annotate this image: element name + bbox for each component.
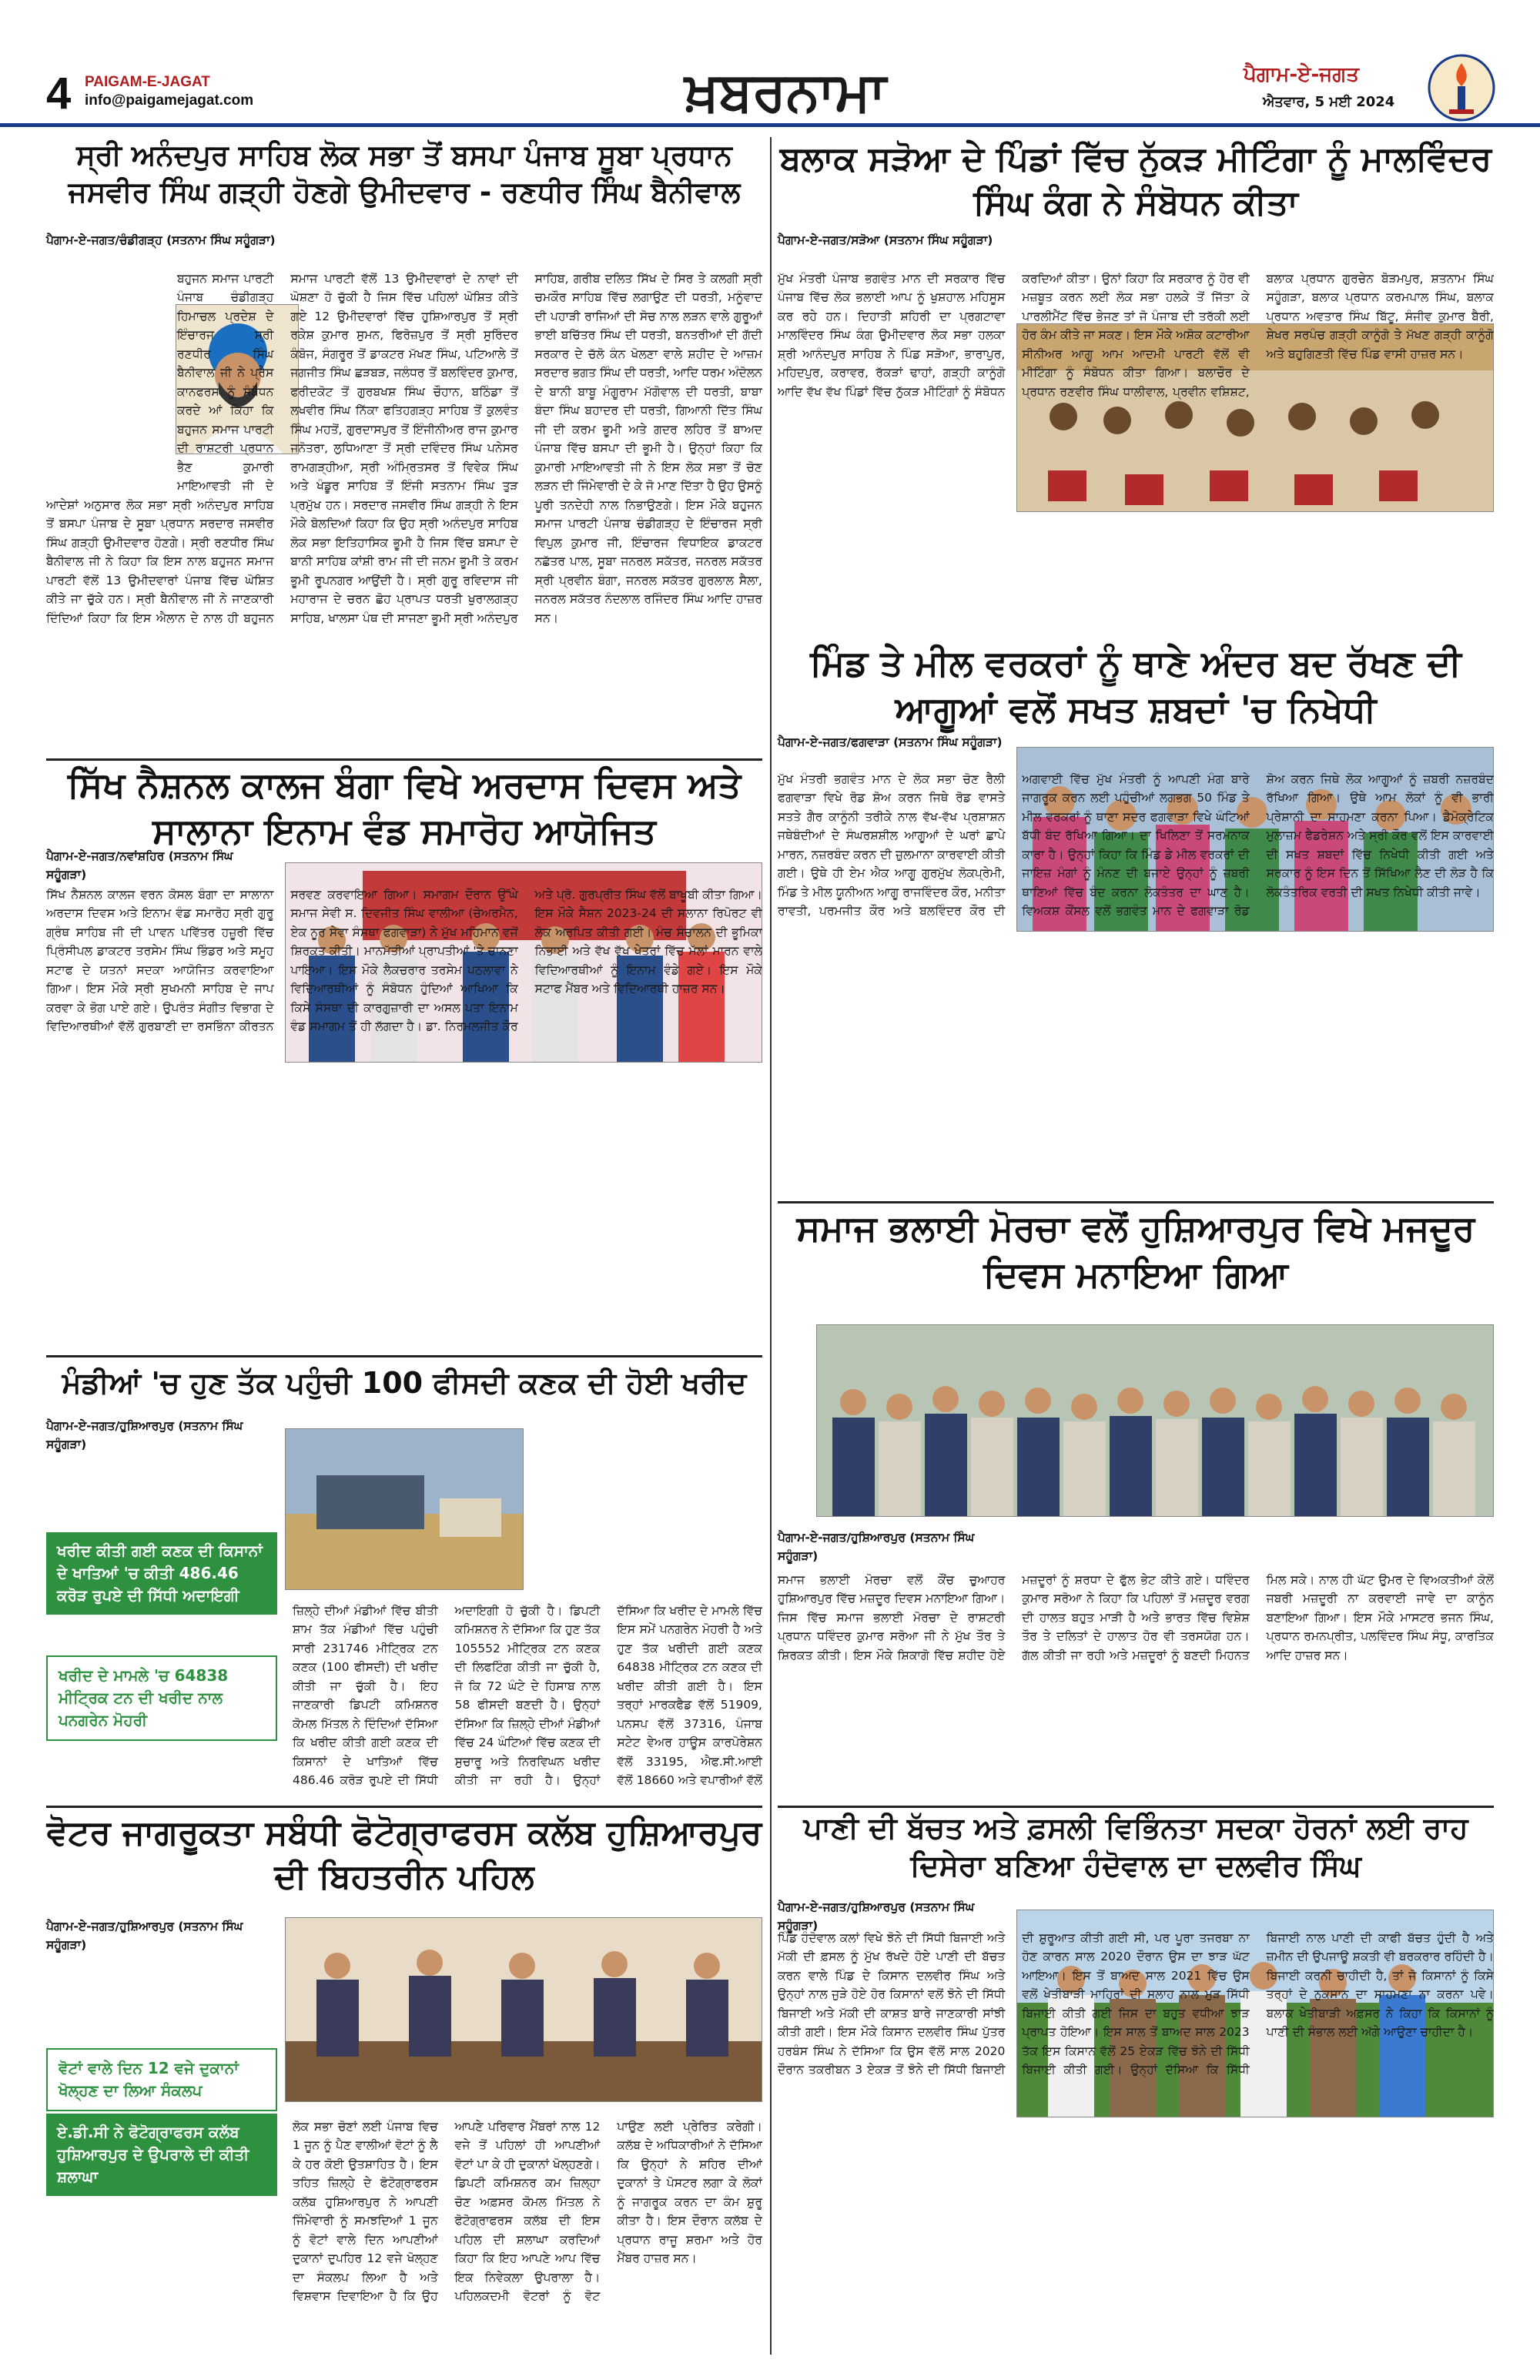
mandi-dateline: ਪੈਗਾਮ-ਏ-ਜਗਤ/ਹੁਸ਼ਿਆਰਪੁਰ (ਸਤਨਾਮ ਸਿੰਘ ਸਹੂੰਗੜਾ) <box>46 1419 243 1452</box>
divider <box>778 1201 1494 1203</box>
bsp-body <box>46 269 762 762</box>
bsp-dateline: ਪੈਗਾਮ-ਏ-ਜਗਤ/ਚੰਡੀਗੜ੍ਹ (ਸਤਨਾਮ ਸਿੰਘ ਸਹੂੰਗੜਾ) <box>46 233 276 247</box>
bsp-photo-space <box>46 300 177 485</box>
paper-name: PAIGAM-E-JAGAT <box>85 74 210 90</box>
voter-body-text: ਲੋਕ ਸਭਾ ਚੋਣਾਂ ਲਈ ਪੰਜਾਬ ਵਿਚ 1 ਜੂਨ ਨੂੰ ਪੈਣ ਵਾਲੀਆਂ ਵੋਟਾਂ ਨੂੰ ਲੈ ਕੇ ਹਰ ਕੋਈ ਉਤਸ਼ਾਹਿਤ ਹੈ। ਇਸ ਤਹਿਤ ਜ਼ਿਲ੍ਹੇ ਦੇ ਫੋਟੋਗ੍ਰਾਫਰਸ ਕਲੱਬ ਹੁਸ਼ਿਆਰਪੁਰ ਨੇ ਆਪਣੀ ਜਿੰਮੇਵਾਰੀ ਨੂੰ ਸਮਝਦਿਆਂ 1 ਜੂਨ ਨੂੰ ਵੋਟਾਂ ਵਾਲੇ ਦਿਨ ਆਪਣੀਆਂ ਦੁਕਾਨਾਂ ਦੁਪਹਿਰ 12 ਵਜੇ ਖੋਲ੍ਹਣ ਦਾ ਸੰਕਲਪ ਲਿਆ ਹੈ ਅਤੇ ਵਿਸ਼ਵਾਸ ਦਿਵਾਇਆ ਹੈ ਕਿ ਉਹ ਆਪਣੇ ਪਰਿਵਾਰ ਮੈਂਬਰਾਂ ਨਾਲ 12 ਵਜੇ ਤੋਂ ਪਹਿਲਾਂ ਹੀ ਆਪਣੀਆਂ ਵੋਟਾਂ ਪਾ ਕੇ ਹੀ ਦੁਕਾਨਾਂ ਖੋਲ੍ਹਣਗੇ। ਡਿਪਟੀ ਕਮਿਸ਼ਨਰ ਕਮ ਜ਼ਿਲ੍ਹਾ ਚੋਣ ਅਫ਼ਸਰ ਕੋਮਲ ਮਿੱਤਲ ਨੇ ਫੋਟੋਗ੍ਰਾਫਰਸ ਕਲੱਬ ਦੀ ਇਸ ਪਹਿਲ ਦੀ ਸ਼ਲਾਘਾ ਕਰਦਿਆਂ ਕਿਹਾ ਕਿ ਇਹ ਆਪਣੇ ਆਪ ਵਿੱਚ ਇਕ ਨਿਵੇਕਲਾ ਉਪਰਾਲਾ ਹੈ। ਪਹਿਲਕਦਮੀ ਵੋਟਰਾਂ ਨੂੰ ਵੋਟ ਪਾਉਣ ਲਈ ਪ੍ਰੇਰਿਤ ਕਰੇਗੀ। ਕਲੱਬ ਦੇ ਅਧਿਕਾਰੀਆਂ ਨੇ ਦੱਸਿਆ ਕਿ ਉਨ੍ਹਾਂ ਨੇ ਸ਼ਹਿਰ ਦੀਆਂ ਦੁਕਾਨਾਂ ਤੇ ਪੋਸਟਰ ਲਗਾ ਕੇ ਲੋਕਾਂ ਨੂੰ ਜਾਗਰੂਕ ਕਰਨ ਦਾ ਕੰਮ ਸ਼ੁਰੂ ਕੀਤਾ ਹੈ। ਇਸ ਦੌਰਾਨ ਕਲੱਬ ਦੇ ਪ੍ਰਧਾਨ ਰਾਜੂ ਸ਼ਰਮਾ ਅਤੇ ਹੋਰ ਮੈਂਬਰ ਹਾਜ਼ਰ ਸਨ। <box>293 2120 762 2304</box>
mandi-body-lead <box>46 1448 277 1525</box>
sikh-dateline: ਪੈਗਾਮ-ਏ-ਜਗਤ/ਨਵਾਂਸ਼ਹਿਰ (ਸਤਨਾਮ ਸਿੰਘ ਸਹੂੰਗੜਾ) <box>46 849 233 882</box>
section-title: ਖ਼ਬਰਨਾਮਾ <box>685 60 886 123</box>
samaj-headline: ਸਮਾਜ ਭਲਾਈ ਮੋਰਚਾ ਵਲੋਂ ਹੁਸ਼ਿਆਰਪੁਰ ਵਿਖੇ ਮਜਦੂਰ ਦਿਵਸ ਮਨਾਇਆ ਗਿਆ <box>796 1207 1475 1295</box>
torch-logo-icon <box>1426 52 1497 123</box>
mandi-body-text: ਜ਼ਿਲ੍ਹੇ ਦੀਆਂ ਮੰਡੀਆਂ ਵਿੱਚ ਬੀਤੀ ਸ਼ਾਮ ਤੱਕ ਮੰਡੀਆਂ ਵਿੱਚ ਪਹੁੰਚੀ ਸਾਰੀ 231746 ਮੀਟ੍ਰਿਕ ਟਨ ਕਣਕ (100 ਫੀਸਦੀ) ਦੀ ਖਰੀਦ ਕੀਤੀ ਜਾ ਚੁੱਕੀ ਹੈ। ਇਹ ਜਾਣਕਾਰੀ ਡਿਪਟੀ ਕਮਿਸ਼ਨਰ ਕੋਮਲ ਮਿੱਤਲ ਨੇ ਦਿੰਦਿਆਂ ਦੱਸਿਆ ਕਿ ਖਰੀਦ ਕੀਤੀ ਗਈ ਕਣਕ ਦੀ ਕਿਸਾਨਾਂ ਦੇ ਖਾਤਿਆਂ ਵਿੱਚ 486.46 ਕਰੋੜ ਰੁਪਏ ਦੀ ਸਿੱਧੀ ਅਦਾਇਗੀ ਹੋ ਚੁੱਕੀ ਹੈ। ਡਿਪਟੀ ਕਮਿਸ਼ਨਰ ਨੇ ਦੱਸਿਆ ਕਿ ਹੁਣ ਤੱਕ 105552 ਮੀਟ੍ਰਿਕ ਟਨ ਕਣਕ ਦੀ ਲਿਫਟਿੰਗ ਕੀਤੀ ਜਾ ਚੁੱਕੀ ਹੈ, ਜੋ ਕਿ 72 ਘੰਟੇ ਦੇ ਹਿਸਾਬ ਨਾਲ 58 ਫੀਸਦੀ ਬਣਦੀ ਹੈ। ਉਨ੍ਹਾਂ ਦੱਸਿਆ ਕਿ ਜ਼ਿਲ੍ਹੇ ਦੀਆਂ ਮੰਡੀਆਂ ਵਿੱਚ 24 ਘੰਟਿਆਂ ਵਿੱਚ ਕਣਕ ਦੀ ਸੁਚਾਰੂ ਅਤੇ ਨਿਰਵਿਘਨ ਖਰੀਦ ਕੀਤੀ ਜਾ ਰਹੀ ਹੈ। ਉਨ੍ਹਾਂ ਦੱਸਿਆ ਕਿ ਖਰੀਦ ਦੇ ਮਾਮਲੇ ਵਿੱਚ ਇਸ ਸਮੇਂ ਪਨਗਰੇਨ ਮੋਹਰੀ ਹੈ ਅਤੇ ਹੁਣ ਤੱਕ ਖਰੀਦੀ ਗਈ ਕਣਕ 64838 ਮੀਟ੍ਰਿਕ ਟਨ ਕਣਕ ਦੀ ਖਰੀਦ ਕੀਤੀ ਗਈ ਹੈ। ਇਸ ਤਰ੍ਹਾਂ ਮਾਰਕਫੈਡ ਵੱਲੋਂ 51909, ਪਨਸਪ ਵੱਲੋਂ 37316, ਪੰਜਾਬ ਸਟੇਟ ਵੇਅਰ ਹਾਊਸ ਕਾਰਪੋਰੇਸ਼ਨ ਵੱਲੋਂ 33195, ਐਫ.ਸੀ.ਆਈ ਵੱਲੋਂ 18660 ਅਤੇ ਵਪਾਰੀਆਂ ਵੱਲੋਂ <box>293 1604 762 1788</box>
mandi-highlight-2: ਖਰੀਦ ਦੇ ਮਾਮਲੇ 'ਚ 64838 ਮੀਟ੍ਰਿਕ ਟਨ ਦੀ ਖਰੀਦ ਨਾਲ ਪਨਗਰੇਨ ਮੋਹਰੀ <box>46 1655 277 1741</box>
club-meeting-photo <box>285 1917 762 2102</box>
samaj-dateline: ਪੈਗਾਮ-ਏ-ਜਗਤ/ਹੁਸ਼ਿਆਰਪੁਰ (ਸਤਨਾਮ ਸਿੰਘ ਸਹੂੰਗੜਾ) <box>778 1531 975 1564</box>
divider <box>778 1806 1494 1808</box>
pani-headline: ਪਾਣੀ ਦੀ ਬੱਚਤ ਅਤੇ ਫ਼ਸਲੀ ਵਿਭਿੰਨਤਾ ਸਦਕਾ ਹੋਰਨਾਂ ਲਈ ਰਾਹ ਦਿਸੇਰਾ ਬਣਿਆ ਹੰਦੋਵਾਲ ਦਾ ਦਲਵੀਰ ਸਿੰਘ <box>803 1811 1468 1883</box>
voter-highlight-2: ਏ.ਡੀ.ਸੀ ਨੇ ਫੋਟੋਗ੍ਰਾਫਰਸ ਕਲੱਬ ਹੁਸ਼ਿਆਰਪੁਰ ਦੇ ਉਪਰਾਲੇ ਦੀ ਕੀਤੀ ਸ਼ਲਾਘਾ <box>46 2114 277 2196</box>
voter-headline: ਵੋਟਰ ਜਾਗਰੂਕਤਾ ਸਬੰਧੀ ਫੋਟੋਗ੍ਰਾਫਰਸ ਕਲੱਬ ਹੁਸ਼ਿਆਰਪੁਰ ਦੀ ਬਿਹਤਰੀਨ ਪਹਿਲ <box>46 1813 762 1897</box>
brand-name: ਪੈਗਾਮ-ਏ-ਜਗਤ <box>1244 63 1359 86</box>
mandi-body <box>46 1602 762 1802</box>
divider <box>46 758 762 761</box>
issue-date: ਐਤਵਾਰ, 5 ਮਈ 2024 <box>1263 94 1395 110</box>
sikh-headline: ਸਿੱਖ ਨੈਸ਼ਨਲ ਕਾਲਜ ਬੰਗਾ ਵਿਖੇ ਅਰਦਾਸ ਦਿਵਸ ਅਤੇ ਸਾਲਾਨਾ ਇਨਾਮ ਵੰਡ ਸਮਾਰੋਹ ਆਯੋਜਿਤ <box>67 764 742 852</box>
email-link[interactable]: info@paigamejagat.com <box>85 92 254 109</box>
samaj-body-text: ਸਮਾਜ ਭਲਾਈ ਮੋਰਚਾ ਵਲੋਂ ਕੌਂਚ ਚੁਆਹਰ ਹੁਸ਼ਿਆਰਪੁਰ ਵਿੱਚ ਮਜ਼ਦੂਰ ਦਿਵਸ ਮਨਾਇਆ ਗਿਆ। ਜਿਸ ਵਿੱਚ ਸਮਾਜ ਭਲਾਈ ਮੋਰਚਾ ਦੇ ਰਾਸ਼ਟਰੀ ਪ੍ਰਧਾਨ ਧਵਿੰਦਰ ਕੁਮਾਰ ਸਰੋਆ ਜੀ ਨੇ ਮੁੱਖ ਤੌਰ ਤੇ ਸ਼ਿਰਕਤ ਕੀਤੀ। ਇਸ ਮੌਕੇ ਸ਼ਿਕਾਗੋ ਵਿੱਚ ਸ਼ਹੀਦ ਹੋਏ ਮਜ਼ਦੂਰਾਂ ਨੂੰ ਸ਼ਰਧਾ ਦੇ ਫੁੱਲ ਭੇਟ ਕੀਤੇ ਗਏ। ਧਵਿੰਦਰ ਕੁਮਾਰ ਸਰੋਆ ਨੇ ਕਿਹਾ ਕਿ ਪਹਿਲਾਂ ਤੋਂ ਮਜ਼ਦੂਰ ਵਰਗ ਦੀ ਹਾਲਤ ਬਹੁਤ ਮਾੜੀ ਹੈ ਅਤੇ ਭਾਰਤ ਵਿੱਚ ਵਿਸ਼ੇਸ਼ ਤੌਰ ਤੇ ਦਲਿਤਾਂ ਦੇ ਹਾਲਾਤ ਹੋਰ ਵੀ ਤਰਸਯੋਗ ਹਨ। ਗੱਲ ਕੀਤੀ ਜਾ ਰਹੀ ਅਤੇ ਮਜ਼ਦੂਰਾਂ ਨੂੰ ਬਣਦੀ ਮਿਹਨਤ ਮਿਲ ਸਕੇ। ਨਾਲ ਹੀ ਘੱਟ ਉਮਰ ਦੇ ਵਿਅਕਤੀਆਂ ਕੋਲੋਂ ਜਬਰੀ ਮਜ਼ਦੂਰੀ ਨਾ ਕਰਵਾਈ ਜਾਵੇ ਦਾ ਕਾਨੂੰਨ ਬਣਾਇਆ ਗਿਆ। ਇਸ ਮੌਕੇ ਮਾਸਟਰ ਭਜਨ ਸਿੰਘ, ਪ੍ਰਧਾਨ ਰਮਨਪ੍ਰੀਤ, ਪਲਵਿੰਦਰ ਸਿੰਘ ਸੰਧੂ, ਕਾਰਤਿਕ ਆਦਿ ਹਾਜ਼ਰ ਸਨ। <box>778 1573 1494 1662</box>
voter-body <box>46 2117 762 2360</box>
bsp-body-text: ਬਹੁਜਨ ਸਮਾਜ ਪਾਰਟੀ ਪੰਜਾਬ ਚੰਡੀਗੜ੍ਹ ਹਿਮਾਚਲ ਪ੍ਰਦੇਸ਼ ਦੇ ਇੰਚਾਰਜ ਸ੍ਰੀ ਰਣਧੀਰ ਸਿੰਘ ਬੈਨੀਵਾਲ ਜੀ ਨੇ ਪ੍ਰੈਸ ਕਾਨਫਰਸ ਨੂੰ ਸੰਬੋਧਨ ਕਰਦੇ ਆਂ ਕਿਹਾ ਕਿ ਬਹੁਜਨ ਸਮਾਜ ਪਾਰਟੀ ਦੀ ਰਾਸ਼ਟਰੀ ਪ੍ਰਧਾਨ ਭੈਣ ਕੁਮਾਰੀ ਮਾਇਆਵਤੀ ਜੀ ਦੇ ਆਦੇਸ਼ਾਂ ਅਨੁਸਾਰ ਲੋਕ ਸਭਾ ਸ੍ਰੀ ਅਨੰਦਪੁਰ ਸਾਹਿਬ ਤੋਂ ਬਸਪਾ ਪੰਜਾਬ ਦੇ ਸੂਬਾ ਪ੍ਰਧਾਨ ਸਰਦਾਰ ਜਸਵੀਰ ਸਿੰਘ ਗੜ੍ਹੀ ਉਮੀਦਵਾਰ ਹੋਣਗੇ। ਸ੍ਰੀ ਰਣਧੀਰ ਸਿੰਘ ਬੈਨੀਵਾਲ ਜੀ ਨੇ ਕਿਹਾ ਕਿ ਇਸ ਨਾਲ ਬਹੁਜਨ ਸਮਾਜ ਪਾਰਟੀ ਵੱਲੋਂ 13 ਉਮੀਦਵਾਰਾਂ ਪੰਜਾਬ ਵਿੱਚ ਘੋਸ਼ਿਤ ਕੀਤੇ ਜਾ ਚੁੱਕੇ ਹਨ। ਸ੍ਰੀ ਬੈਨੀਵਾਲ ਜੀ ਨੇ ਜਾਣਕਾਰੀ ਦਿੰਦਿਆਂ ਕਿਹਾ ਕਿ ਇਸ ਐਲਾਨ ਦੇ ਨਾਲ ਹੀ ਬਹੁਜਨ ਸਮਾਜ ਪਾਰਟੀ ਵੱਲੋਂ 13 ਉਮੀਦਵਾਰਾਂ ਦੇ ਨਾਵਾਂ ਦੀ ਘੋਸ਼ਣਾ ਹੋ ਚੁੱਕੀ ਹੈ ਜਿਸ ਵਿੱਚ ਪਹਿਲਾਂ ਘੋਸ਼ਿਤ ਕੀਤੇ ਗਏ 12 ਉਮੀਦਵਾਰਾਂ ਵਿੱਚ ਹੁਸ਼ਿਆਰਪੁਰ ਤੋਂ ਸ੍ਰੀ ਰਕੇਸ਼ ਕੁਮਾਰ ਸੁਮਨ, ਫਿਰੋਜ਼ਪੁਰ ਤੋਂ ਸ੍ਰੀ ਸੁਰਿੰਦਰ ਕੰਬੋਜ, ਸੰਗਰੂਰ ਤੋਂ ਡਾਕਟਰ ਮੱਖਣ ਸਿੰਘ, ਪਟਿਆਲੇ ਤੋਂ ਜਗਜੀਤ ਸਿੰਘ ਛੜਬੜ, ਜਲੰਧਰ ਤੋਂ ਬਲਵਿੰਦਰ ਕੁਮਾਰ, ਫਰੀਦਕੋਟ ਤੋਂ ਗੁਰਬਖਸ਼ ਸਿੰਘ ਚੌਹਾਨ, ਬਠਿੰਡਾ ਤੋਂ ਲਖਵੀਰ ਸਿੰਘ ਨਿੱਕਾ ਫਤਿਹਗੜ੍ਹ ਸਾਹਿਬ ਤੋਂ ਕੁਲਵੰਤ ਸਿੰਘ ਮਹਤੋਂ, ਗੁਰਦਾਸਪੁਰ ਤੋਂ ਇੰਜੀਨੀਅਰ ਰਾਜ ਕੁਮਾਰ ਜਨੋਤਰਾ, ਲੁਧਿਆਣਾ ਤੋਂ ਸ੍ਰੀ ਦਵਿੰਦਰ ਸਿੰਘ ਪਨੇਸਰ ਰਾਮਗੜ੍ਹੀਆ, ਸ੍ਰੀ ਅੰਮ੍ਰਿਤਸਰ ਤੋਂ ਵਿਵੇਕ ਸਿੰਘ ਅਤੇ ਖੰਡੂਰ ਸਾਹਿਬ ਤੋਂ ਇੰਜੀ ਸਤਨਾਮ ਸਿੰਘ ਤੁੜ ਪ੍ਰਮੁੱਖ ਹਨ। ਸਰਦਾਰ ਜਸਵੀਰ ਸਿੰਘ ਗੜ੍ਹੀ ਨੇ ਇਸ ਮੌਕੇ ਬੋਲਦਿਆਂ ਕਿਹਾ ਕਿ ਉਹ ਸ੍ਰੀ ਅਨੰਦਪੁਰ ਸਾਹਿਬ ਲੋਕ ਸਭਾ ਇਤਿਹਾਸਿਕ ਭੂਮੀ ਹੈ ਜਿਸ ਵਿੱਚ ਬਸਪਾ ਦੇ ਬਾਨੀ ਸਾਹਿਬ ਕਾਂਸ਼ੀ ਰਾਮ ਜੀ ਦੀ ਜਨਮ ਭੂਮੀ ਤੇ ਕਰਮ ਭੂਮੀ ਰੂਪਨਗਰ ਆਉਂਦੀ ਹੈ। ਸ੍ਰੀ ਗੁਰੂ ਰਵਿਦਾਸ ਜੀ ਮਹਾਰਾਜ ਦੇ ਚਰਨ ਛੋਹ ਪ੍ਰਾਪਤ ਧਰਤੀ ਖੁਰਾਲਗੜ੍ਹ ਸਾਹਿਬ, ਖਾਲਸਾ ਪੰਥ ਦੀ ਸਾਜਣਾ ਭੂਮੀ ਸ੍ਰੀ ਅਨੰਦਪੁਰ ਸਾਹਿਬ, ਗਰੀਬ ਦਲਿਤ ਸਿੱਖ ਦੇ ਸਿਰ ਤੇ ਕਲਗੀ ਸ੍ਰੀ ਚਮਕੌਰ ਸਾਹਿਬ ਵਿੱਚ ਲਗਾਉਣ ਦੀ ਧਰਤੀ, ਮਨੂੰਵਾਦ ਦੀ ਪਹਾੜੀ ਰਾਜਿਆਂ ਦੀ ਸੋਚ ਨਾਲ ਲੜਨ ਵਾਲੇ ਗੁਰੂਆਂ ਭਾਈ ਬਚਿੱਤਰ ਸਿੰਘ ਦੀ ਧਰਤੀ, ਬਨਤਰੀਆਂ ਦੀ ਗੱਦੀ ਸਰਕਾਰ ਦੇ ਚੱਲੋ ਕੰਨ ਖੋਲਣਾ ਵਾਲੇ ਸ਼ਹੀਦ ਦੇ ਆਜ਼ਮ ਸਰਦਾਰ ਭਗਤ ਸਿੰਘ ਦੀ ਧਰਤੀ, ਆਦਿ ਧਰਮ ਅੰਦੋਲਨ ਦੇ ਬਾਨੀ ਬਾਬੂ ਮੰਗੂਰਾਮ ਮੱਗੋਵਾਲ ਦੀ ਧਰਤੀ, ਬਾਬਾ ਬੰਦਾ ਸਿੰਘ ਬਹਾਦਰ ਦੀ ਧਰਤੀ, ਗਿਆਨੀ ਦਿੱਤ ਸਿੰਘ ਜੀ ਦੀ ਕਰਮ ਭੂਮੀ ਅਤੇ ਗਦਰ ਲਹਿਰ ਤੋਂ ਬਾਅਦ ਪੰਜਾਬ ਵਿੱਚ ਬਸਪਾ ਦੀ ਭੂਮੀ ਹੈ। ਉਨ੍ਹਾਂ ਕਿਹਾ ਕਿ ਕੁਮਾਰੀ ਮਾਇਆਵਤੀ ਜੀ ਨੇ ਇਸ ਲੋਕ ਸਭਾ ਤੋਂ ਚੋਣ ਲੜਨ ਦੀ ਜਿੰਮੇਵਾਰੀ ਦੇ ਕੇ ਜੋ ਮਾਣ ਦਿੱਤਾ ਹੈ ਉਹ ਉਸਨੂੰ ਪੂਰੀ ਤਨਦੇਹੀ ਨਾਲ ਨਿਭਾਉਣਗੇ। ਇਸ ਮੌਕੇ ਬਹੁਜਨ ਸਮਾਜ ਪਾਰਟੀ ਪੰਜਾਬ ਚੰਡੀਗੜ੍ਹ ਦੇ ਇੰਚਾਰਜ ਸ੍ਰੀ ਵਿਪੁਲ ਕੁਮਾਰ ਜੀ, ਇੰਚਾਰਜ ਵਿਧਾਇਕ ਡਾਕਟਰ ਨਛੱਤਰ ਪਾਲ, ਸੂਬਾ ਜਨਰਲ ਸਕੱਤਰ, ਜਨਰਲ ਸਕੱਤਰ ਸ੍ਰੀ ਪ੍ਰਵੀਨ ਬੰਗਾ, ਜਨਰਲ ਸਕੱਤਰ ਗੁਰਲਾਲ ਸੈਲਾ, ਜਨਰਲ ਸਕੱਤਰ ਨੰਦਲਾਲ ਰਜਿੰਦਰ ਸਿੰਘ ਆਦਿ ਹਾਜ਼ਰ ਸਨ। <box>46 272 762 625</box>
mandi-highlight-1: ਖਰੀਦ ਕੀਤੀ ਗਈ ਕਣਕ ਦੀ ਕਿਸਾਨਾਂ ਦੇ ਖਾਤਿਆਂ 'ਚ ਕੀਤੀ 486.46 ਕਰੋੜ ਰੁਪਏ ਦੀ ਸਿੱਧੀ ਅਦਾਇਗੀ <box>46 1532 277 1615</box>
divider <box>46 1355 762 1357</box>
voter-dateline: ਪੈਗਾਮ-ਏ-ਜਗਤ/ਹੁਸ਼ਿਆਰਪੁਰ (ਸਤਨਾਮ ਸਿੰਘ ਸਹੂੰਗੜਾ) <box>46 1920 243 1953</box>
mandi-headline: ਮੰਡੀਆਂ 'ਚ ਹੁਣ ਤੱਕ ਪਹੁੰਚੀ 100 ਫੀਸਦੀ ਕਣਕ ਦੀ ਹੋਈ ਖਰੀਦ <box>62 1366 747 1400</box>
sikh-body-text: ਸਿੱਖ ਨੈਸ਼ਨਲ ਕਾਲਜ ਵਰਨ ਕੋਸਲ ਬੰਗਾ ਦਾ ਸਾਲਾਨਾ ਅਰਦਾਸ ਦਿਵਸ ਅਤੇ ਇਨਾਮ ਵੰਡ ਸਮਾਰੋਹ ਸ੍ਰੀ ਗੁਰੂ ਗ੍ਰੰਥ ਸਾਹਿਬ ਜੀ ਦੀ ਪਾਵਨ ਪਵਿੱਤਰ ਹਜ਼ੂਰੀ ਵਿੱਚ ਪ੍ਰਿੰਸੀਪਲ ਡਾਕਟਰ ਤਰਸੇਮ ਸਿੰਘ ਭਿੰਡਰ ਅਤੇ ਸਮੂਹ ਸਟਾਫ ਦੇ ਯਤਨਾਂ ਸਦਕਾ ਆਯੋਜਿਤ ਕਰਵਾਇਆ ਗਿਆ। ਇਸ ਮੌਕੇ ਸ੍ਰੀ ਸੁਖਮਨੀ ਸਾਹਿਬ ਦੇ ਜਾਪ ਕਰਵਾ ਕੇ ਭੋਗ ਪਾਏ ਗਏ। ਉਪਰੰਤ ਸੰਗੀਤ ਵਿਭਾਗ ਦੇ ਵਿਦਿਆਰਥੀਆਂ ਵੱਲੋਂ ਗੁਰਬਾਣੀ ਦਾ ਰਸਭਿੰਨਾ ਕੀਰਤਨ ਸਰਵਣ ਕਰਵਾਇਆ ਗਿਆ। ਸਮਾਗਮ ਦੌਰਾਨ ਉੱਘੇ ਸਮਾਜ ਸੇਵੀ ਸ. ਦਿਵਜੀਤ ਸਿੰਘ ਵਾਲੀਆ (ਚੇਅਰਮੈਨ, ਏਕ ਨੂਰ ਸੇਵਾ ਸੰਸਥਾ ਫਗਵਾੜਾ) ਨੇ ਮੁੱਖ ਮਹਿਮਾਨ ਵਜੋਂ ਸ਼ਿਰਕਤ ਕੀਤੀ। ਮਾਨਮੱਤੀਆਂ ਪ੍ਰਾਪਤੀਆਂ 'ਤੇ ਚਾਨਣਾ ਪਾਇਆ। ਇਸ ਮੌਕੇ ਲੈਕਚਰਾਰ ਤਰਸੇਮ ਪਠਲਾਵਾ ਨੇ ਵਿਦਿਆਰਥੀਆਂ ਨੂੰ ਸੰਬੋਧਨ ਹੁੰਦਿਆਂ ਆਖਿਆ ਕਿ ਕਿਸੇ ਸੰਸਥਾ ਦੀ ਕਾਰਗੁਜ਼ਾਰੀ ਦਾ ਅਸਲ ਪਤਾ ਇਨਾਮ ਵੰਡ ਸਮਾਗਮ ਤੋਂ ਹੀ ਲੱਗਦਾ ਹੈ। ਡਾ. ਨਿਰਮਲਜੀਤ ਕੌਰ ਅਤੇ ਪ੍ਰੋ. ਗੁਰਪ੍ਰੀਤ ਸਿੰਘ ਵੱਲੋਂ ਬਾਖੂਬੀ ਕੀਤਾ ਗਿਆ। ਇਸ ਮੌਕੇ ਸੈਸ਼ਨ 2023-24 ਦੀ ਸਲਾਨਾ ਰਿਪੋਰਟ ਵੀ ਲੋਕ ਅਰਪਿਤ ਕੀਤੀ ਗਈ। ਮੰਚ ਸੰਚਾਲਨ ਦੀ ਭੂਮਿਕਾ ਨਿਭਾਈ ਅਤੇ ਵੱਖ ਵੱਖ ਖੇਤਰਾਂ ਵਿੱਚ ਮੱਲਾਂ ਮਾਰਨ ਵਾਲੇ ਵਿਦਿਆਰਥੀਆਂ ਨੂੰ ਇਨਾਮ ਵੰਡੇ ਗਏ। ਇਸ ਮੌਕੇ ਸਟਾਫ ਮੈਂਬਰ ਅਤੇ ਵਿਦਿਆਰਥੀ ਹਾਜ਼ਰ ਸਨ। <box>46 888 762 1034</box>
column-divider <box>770 137 772 2355</box>
mindd-dateline: ਪੈਗਾਮ-ਏ-ਜਗਤ/ਫਗਵਾੜਾ (ਸਤਨਾਮ ਸਿੰਘ ਸਹੂੰਗੜਾ) <box>778 735 1003 749</box>
mindd-body <box>778 770 1494 1217</box>
pani-body-text: ਪਿੰਡ ਹੰਦੋਵਾਲ ਕਲਾਂ ਵਿਖੇ ਝੋਨੇ ਦੀ ਸਿੱਧੀ ਬਿਜਾਈ ਅਤੇ ਮੱਕੀ ਦੀ ਫ਼ਸਲ ਨੂੰ ਮੁੱਖ ਰੱਖਦੇ ਹੋਏ ਪਾਣੀ ਦੀ ਬੱਚਤ ਕਰਨ ਵਾਲੇ ਪਿੰਡ ਦੇ ਕਿਸਾਨ ਦਲਵੀਰ ਸਿੰਘ ਅਤੇ ਉਨ੍ਹਾਂ ਨਾਲ ਜੁੜੇ ਹੋਏ ਹੋਰ ਕਿਸਾਨਾਂ ਵਲੋਂ ਝੋਨੇ ਦੀ ਸਿੱਧੀ ਬਿਜਾਈ ਅਤੇ ਮੱਕੀ ਦੀ ਕਾਸ਼ਤ ਬਾਰੇ ਜਾਣਕਾਰੀ ਸਾਂਝੀ ਕੀਤੀ ਗਈ। ਇਸ ਮੌਕੇ ਕਿਸਾਨ ਦਲਵੀਰ ਸਿੰਘ ਪੁੱਤਰ ਹਰਬੰਸ ਸਿੰਘ ਨੇ ਦੱਸਿਆ ਕਿ ਉਸ ਵੱਲੋਂ ਸਾਲ 2020 ਦੌਰਾਨ ਤਕਰੀਬਨ 3 ਏਕੜ ਤੋਂ ਝੋਨੇ ਦੀ ਸਿੱਧੀ ਬਿਜਾਈ ਦੀ ਸ਼ੁਰੂਆਤ ਕੀਤੀ ਗਈ ਸੀ, ਪਰ ਪੂਰਾ ਤਜਰਬਾ ਨਾ ਹੋਣ ਕਾਰਨ ਸਾਲ 2020 ਦੌਰਾਨ ਉਸ ਦਾ ਝਾੜ ਘੱਟ ਆਇਆ। ਇਸ ਤੋਂ ਬਾਅਦ ਸਾਲ 2021 ਵਿੱਚ ਉਸ ਵਲੋਂ ਖੇਤੀਬਾੜੀ ਮਾਹਿਰਾਂ ਦੀ ਸਲਾਹ ਨਾਲ ਮੁੜ ਸਿੱਧੀ ਬਿਜਾਈ ਕੀਤੀ ਗਈ ਜਿਸ ਦਾ ਬਹੁਤ ਵਧੀਆ ਝਾੜ ਪ੍ਰਾਪਤ ਹੋਇਆ। ਇਸ ਸਾਲ ਤੋਂ ਬਾਅਦ ਸਾਲ 2023 ਤੱਕ ਇਸ ਕਿਸਾਨ ਵੱਲੋਂ 25 ਏਕੜ ਵਿੱਚ ਝੋਨੇ ਦੀ ਸਿੱਧੀ ਬਿਜਾਈ ਕੀਤੀ ਗਈ। ਉਨ੍ਹਾਂ ਦੱਸਿਆ ਕਿ ਸਿੱਧੀ ਬਿਜਾਈ ਨਾਲ ਪਾਣੀ ਦੀ ਕਾਫੀ ਬੱਚਤ ਹੁੰਦੀ ਹੈ ਅਤੇ ਜ਼ਮੀਨ ਦੀ ਉਪਜਾਊ ਸ਼ਕਤੀ ਵੀ ਬਰਕਰਾਰ ਰਹਿੰਦੀ ਹੈ। ਬਿਜਾਈ ਕਰਨੀ ਚਾਹੀਦੀ ਹੈ, ਤਾਂ ਜੋ ਕਿਸਾਨਾਂ ਨੂੰ ਕਿਸੇ ਤਰ੍ਹਾਂ ਦੇ ਨੁਕਸਾਨ ਦਾ ਸਾਹਮਣਾ ਨਾ ਕਰਨਾ ਪਵੇ। ਬਲਾਕ ਖੇਤੀਬਾੜੀ ਅਫ਼ਸਰ ਨੇ ਕਿਹਾ ਕਿ ਕਿਸਾਨਾਂ ਨੂੰ ਪਾਣੀ ਦੀ ਸੰਭਾਲ ਲਈ ਅੱਗੇ ਆਉਣਾ ਚਾਹੀਦਾ ਹੈ। <box>778 1931 1494 2077</box>
blak-dateline: ਪੈਗਾਮ-ਏ-ਜਗਤ/ਸੜੋਆ (ਸਤਨਾਮ ਸਿੰਘ ਸਹੂੰਗੜਾ) <box>778 233 993 247</box>
pani-body <box>778 1929 1494 2360</box>
group-photo <box>816 1324 1494 1517</box>
pani-dateline: ਪੈਗਾਮ-ਏ-ਜਗਤ/ਹੁਸ਼ਿਆਰਪੁਰ (ਸਤਨਾਮ ਸਿੰਘ ਸਹੂੰਗੜਾ) <box>778 1900 975 1933</box>
blak-headline: ਬਲਾਕ ਸੜੋਆ ਦੇ ਪਿੰਡਾਂ ਵਿੱਚ ਨੁੱਕੜ ਮੀਟਿੰਗਾ ਨੂੰ ਮਾਲਵਿੰਦਰ ਸਿੰਘ ਕੰਗ ਨੇ ਸੰਬੋਧਨ ਕੀਤਾ <box>779 139 1492 223</box>
mindd-body-text: ਮੁੱਖ ਮੰਤਰੀ ਭਗਵੰਤ ਮਾਨ ਦੇ ਲੋਕ ਸਭਾ ਚੋਣ ਰੈਲੀ ਫਗਵਾੜਾ ਵਿਖੇ ਰੋਡ ਸ਼ੋਅ ਕਰਨ ਜਿਥੇ ਰੋਡ ਵਾਸਤੇ ਸਤਤੇ ਗੈਰ ਕਾਨੂੰਨੀ ਤਰੀਕੇ ਨਾਲ ਵੱਖ-ਵੱਖ ਪ੍ਰਸ਼ਾਸ਼ਨ ਜਥੇਬੰਦੀਆਂ ਦੇ ਸੰਘਰਸ਼ਸ਼ੀਲ ਆਗੂਆਂ ਦੇ ਘਰਾਂ ਛਾਪੇ ਮਾਰਨ, ਨਜ਼ਰਬੰਦ ਕਰਨ ਦੀ ਜ਼ੁਲਮਾਨਾ ਕਾਰਵਾਈ ਕੀਤੀ ਗਈ। ਉਥੇ ਹੀ ਏਮ ਐਕ ਆਗੂ ਗੁਰਮੁੱਖ ਲੋਕਪ੍ਰੇਮੀ, ਮਿੰਡ ਤੇ ਮੀਲ ਯੂਨੀਅਨ ਆਗੂ ਰਾਜਵਿੰਦਰ ਕੌਰ, ਮਨੀਤਾ ਰਾਵਤੀ, ਪਰਮਜੀਤ ਕੌਰ ਅਤੇ ਬਲਵਿੰਦਰ ਕੌਰ ਦੀ ਅਗਵਾਈ ਵਿੱਚ ਮੁੱਖ ਮੰਤਰੀ ਨੂੰ ਆਪਣੀ ਮੰਗ ਬਾਰੇ ਜਾਗਰੂਕ ਕਰਨ ਲਈ ਪਹੁੰਚੀਆਂ ਲਗਭਗ 50 ਮਿੰਡ ਤੇ ਮੀਲ ਵਰਕਰਾਂ ਨੂੰ ਥਾਣਾ ਸਦਰ ਫਗਵਾੜਾ ਵਿਖੇ ਘੰਟਿਆਂ ਬੱਧੀ ਬੰਦ ਰੱਖਿਆ ਗਿਆ। ਦਾ ਖਿਲਿਣਾ ਤੋਂ ਸਰਮਨਾਕ ਕਾਰਾ ਹੈ। ਉਨ੍ਹਾਂ ਕਿਹਾ ਕਿ ਮਿੰਡ ਡੇ ਮੀਲ ਵਰਕਰਾਂ ਦੀ ਜਾਇਜ਼ ਮੰਗਾਂ ਨੂੰ ਮੰਨਣ ਦੀ ਬਜਾਏ ਉਨ੍ਹਾਂ ਨੂੰ ਜ਼ਬਰੀ ਥਾਣਿਆਂ ਵਿੱਚ ਬੰਦ ਕਰਨਾ ਲੋਕਤੰਤਰ ਦਾ ਘਾਣ ਹੈ। ਵਿਅਕਸ਼ ਕੌਂਸਲ ਵਲੋਂ ਭਗਵੰਤ ਮਾਨ ਦੇ ਫਗਵਾੜਾ ਰੋਡ ਸ਼ੋਅ ਕਰਨ ਜਿਥੇ ਲੋਕ ਆਗੂਆਂ ਨੂੰ ਜ਼ਬਰੀ ਨਜ਼ਰਬੰਦ ਰੱਖਿਆ ਗਿਆ। ਉਥੇ ਆਮ ਲੋਕਾਂ ਨੂੰ ਵੀ ਭਾਰੀ ਪ੍ਰੇਸ਼ਾਨੀ ਦਾ ਸਾਹਮਣਾ ਕਰਨਾ ਪਿਆ। ਡੈਮੋਕ੍ਰੇਟਿਕ ਮੁਲਾਜ਼ਮ ਫੈਡਰੇਸ਼ਨ ਅਤੇ ਸ੍ਰੀ ਕੌਰ ਵਲੋਂ ਇਸ ਕਾਰਵਾਈ ਦੀ ਸਖਤ ਸ਼ਬਦਾਂ ਵਿੱਚ ਨਿਖੇਧੀ ਕੀਤੀ ਗਈ ਅਤੇ ਸਰਕਾਰ ਨੂੰ ਇਸ ਦਿਨ ਤੋਂ ਸਿੱਖਿਆ ਲੈਣ ਦੀ ਲੋੜ ਹੈ ਕਿ ਲੋਕਤੰਤਰਿਕ ਵਰਤੀ ਦੀ ਸਖਤ ਨਿਖੇਧੀ ਕੀਤੀ ਜਾਵੇ। <box>778 772 1494 919</box>
divider <box>46 1806 762 1808</box>
page-number: 4 <box>46 69 72 119</box>
grain-market-photo <box>285 1428 524 1590</box>
bsp-headline: ਸ੍ਰੀ ਅਨੰਦਪੁਰ ਸਾਹਿਬ ਲੋਕ ਸਭਾ ਤੋਂ ਬਸਪਾ ਪੰਜਾਬ ਸੂਬਾ ਪ੍ਰਧਾਨ ਜਸਵੀਰ ਸਿੰਘ ਗੜ੍ਹੀ ਹੋਣਗੇ ਉਮੀਦਵਾਰ - ਰਣਧੀਰ ਸਿੰਘ ਬੈਨੀਵਾਲ <box>68 139 741 209</box>
mindd-headline: ਮਿੰਡ ਤੇ ਮੀਲ ਵਰਕਰਾਂ ਨੂੰ ਥਾਣੇ ਅੰਦਰ ਬਦ ਰੱਖਣ ਦੀ ਆਗੂਆਂ ਵਲੋਂ ਸਖਤ ਸ਼ਬਦਾਂ 'ਚ ਨਿਖੇਧੀ <box>810 642 1461 730</box>
sikh-body <box>46 885 762 1347</box>
voter-highlight-1: ਵੋਟਾਂ ਵਾਲੇ ਦਿਨ 12 ਵਜੇ ਦੁਕਾਨਾਂ ਖੋਲ੍ਹਣ ਦਾ ਲਿਆ ਸੰਕਲਪ <box>46 2048 277 2111</box>
blak-body-text: ਮੁੱਖ ਮੰਤਰੀ ਪੰਜਾਬ ਭਗਵੰਤ ਮਾਨ ਦੀ ਸਰਕਾਰ ਵਿੱਚ ਪੰਜਾਬ ਵਿੱਚ ਲੋਕ ਭਲਾਈ ਆਪ ਨੂੰ ਖੁਸ਼ਹਾਲ ਮਹਿਸੂਸ ਕਰ ਰਹੇ ਹਨ। ਦਿਹਾਤੀ ਸ਼ਹਿਰੀ ਦਾ ਪ੍ਰਗਟਾਵਾ ਮਾਲਵਿੰਦਰ ਸਿੰਘ ਕੰਗ ਉਮੀਦਵਾਰ ਲੋਕ ਸਭਾ ਹਲਕਾ ਸ਼੍ਰੀ ਆਨੰਦਪੁਰ ਸਾਹਿਬ ਨੇ ਪਿੰਡ ਸੜੋਆ, ਭਾਰਾਪੁਰ, ਮਹਿਦਪੁਰ, ਕਰਾਵਰ, ਰੱਕੜਾਂ ਢਾਹਾਂ, ਗੜ੍ਹੀ ਕਾਨੂੰਗੋ ਆਦਿ ਵੱਖ ਵੱਖ ਪਿੰਡਾਂ ਵਿੱਚ ਨੁੱਕੜ ਮੀਟਿੰਗਾਂ ਨੂੰ ਸੰਬੋਧਨ ਕਰਦਿਆਂ ਕੀਤਾ। ਉਨਾਂ ਕਿਹਾ ਕਿ ਸਰਕਾਰ ਨੂੰ ਹੋਰ ਵੀ ਮਜ਼ਬੂਤ ਕਰਨ ਲਈ ਲੋਕ ਸਭਾ ਹਲਕੇ ਤੋਂ ਜਿੱਤਾ ਕੇ ਪਾਰਲੀਮੈਂਟ ਵਿੱਚ ਭੇਜਣ ਤਾਂ ਜੋ ਪੰਜਾਬ ਦੀ ਤਰੱਕੀ ਲਈ ਹੋਰ ਕੰਮ ਕੀਤੇ ਜਾ ਸਕਣ। ਇਸ ਮੌਕੇ ਅਸ਼ੋਕ ਕਟਾਰੀਆ ਸੀਨੀਅਰ ਆਗੂ ਆਮ ਆਦਮੀ ਪਾਰਟੀ ਵੱਲੋਂ ਵੀ ਮੀਟਿੰਗਾ ਨੂੰ ਸੰਬੋਧਨ ਕੀਤਾ ਗਿਆ। ਬਲਾਚੌਰ ਦੇ ਪ੍ਰਧਾਨ ਰਣਵੀਰ ਸਿੰਘ ਧਾਲੀਵਾਲ, ਪ੍ਰਵੀਨ ਵਸ਼ਿਸ਼ਟ, ਬਲਾਕ ਪ੍ਰਧਾਨ ਗੁਰਚੇਨ ਬੋੜਮਪੁਰ, ਸ਼ਤਨਾਮ ਸਿੰਘ ਸਹੂੰਗੜਾ, ਬਲਾਕ ਪ੍ਰਧਾਨ ਕਰਮਪਾਲ ਸਿੰਘ, ਬਲਾਕ ਪ੍ਰਧਾਨ ਅਵਤਾਰ ਸਿੰਘ ਬਿੱਟੂ, ਸੰਜੀਵ ਕੁਮਾਰ ਬੈਰੀ, ਸ਼ੇਖਰ ਸਰਪੰਚ ਗੜ੍ਹੀ ਕਾਨੂੰਗੋ ਤੇ ਮੱਖਣ ਗੜ੍ਹੀ ਕਾਨੂੰਗੋ ਅਤੇ ਬਹੁਗਿਣਤੀ ਵਿੱਚ ਪਿੰਡ ਵਾਸੀ ਹਾਜ਼ਰ ਸਨ। <box>778 272 1494 399</box>
samaj-body <box>778 1571 1494 1802</box>
